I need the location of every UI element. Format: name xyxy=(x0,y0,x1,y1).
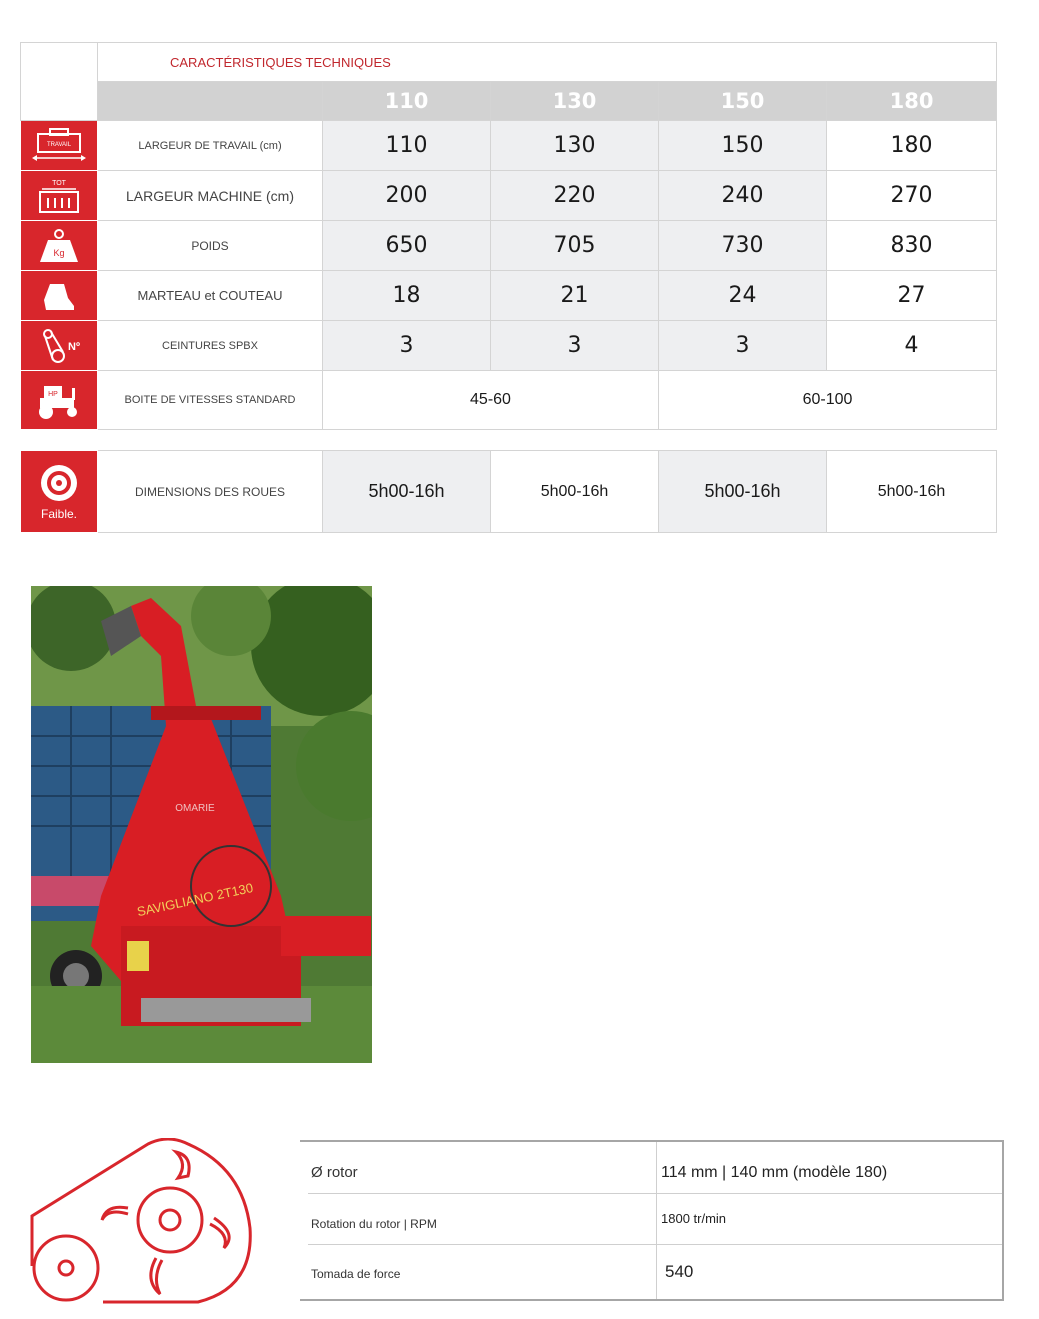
value-cell: 24 xyxy=(659,271,827,321)
value-cell: 21 xyxy=(491,271,659,321)
label-hammer-knife: MARTEAU et COUTEAU xyxy=(98,271,323,321)
hammer-knife-icon xyxy=(21,271,98,321)
svg-text:Nº: Nº xyxy=(68,340,80,353)
rotor-diameter-value: 114 mm | 140 mm (modèle 180) xyxy=(656,1142,887,1193)
row-hammer-knife xyxy=(21,271,997,321)
value-cell: 200 xyxy=(323,171,491,221)
label-belts: CEINTURES SPBX xyxy=(98,321,323,371)
svg-text:TOT: TOT xyxy=(52,179,66,187)
weight-icon xyxy=(21,221,98,271)
value-cell: 60-100 xyxy=(659,371,997,430)
wheel-icon xyxy=(21,451,98,533)
specifications-table xyxy=(20,42,997,533)
value-cell: 650 xyxy=(323,221,491,271)
row-gearbox xyxy=(21,371,997,430)
table-title: CARACTÉRISTIQUES TECHNIQUES xyxy=(98,43,997,82)
travail-width-icon xyxy=(21,121,98,171)
row-belts xyxy=(21,321,997,371)
value-cell: 45-60 xyxy=(323,371,659,430)
value-cell: 240 xyxy=(659,171,827,221)
value-cell: 5h00-16h xyxy=(827,451,997,533)
machine-brand-text: OMARIE xyxy=(175,803,215,814)
row-working-width xyxy=(21,121,997,171)
value-cell: 3 xyxy=(659,321,827,371)
value-cell: 220 xyxy=(491,171,659,221)
value-cell: 27 xyxy=(827,271,997,321)
value-cell: 830 xyxy=(827,221,997,271)
value-cell: 3 xyxy=(491,321,659,371)
value-cell: 5h00-16h xyxy=(491,451,659,533)
rotor-rpm-value: 1800 tr/min xyxy=(656,1193,726,1244)
header-blank xyxy=(98,82,323,121)
rotor-row-pto xyxy=(308,1244,1002,1299)
row-weight xyxy=(21,221,997,271)
label-working-width: LARGEUR DE TRAVAIL (cm) xyxy=(98,121,323,171)
corner-blank xyxy=(21,43,98,121)
wheel-icon-label: Faible. xyxy=(40,507,78,521)
rotor-pto-label: Tomada de force xyxy=(311,1267,401,1281)
row-machine-width xyxy=(21,171,997,221)
value-cell: 18 xyxy=(323,271,491,321)
tractor-hp-icon xyxy=(21,371,98,430)
value-cell: 180 xyxy=(827,121,997,171)
value-cell: 5h00-16h xyxy=(659,451,827,533)
row-wheels xyxy=(21,451,997,533)
value-cell: 4 xyxy=(827,321,997,371)
rotor-pto-value: 540 xyxy=(656,1244,693,1299)
model-header-150: 150 xyxy=(659,82,827,121)
svg-text:Kg: Kg xyxy=(53,247,65,258)
label-machine-width: LARGEUR MACHINE (cm) xyxy=(98,171,323,221)
rotor-diameter-label: Ø rotor xyxy=(311,1164,358,1181)
value-cell: 730 xyxy=(659,221,827,271)
value-cell: 5h00-16h xyxy=(323,451,491,533)
value-cell: 3 xyxy=(323,321,491,371)
rotor-row-diameter xyxy=(308,1142,1002,1194)
svg-text:HP: HP xyxy=(48,391,58,398)
total-width-icon xyxy=(21,171,98,221)
value-cell: 110 xyxy=(323,121,491,171)
label-wheels: DIMENSIONS DES ROUES xyxy=(98,451,323,533)
rotor-diagram xyxy=(28,1138,258,1310)
rotor-rpm-label: Rotation du rotor | RPM xyxy=(311,1217,437,1231)
value-cell: 705 xyxy=(491,221,659,271)
label-gearbox: BOITE DE VITESSES STANDARD xyxy=(98,371,323,430)
machine-model-text: SAVIGLIANO 2T130 xyxy=(135,879,255,920)
rotor-row-rpm xyxy=(308,1193,1002,1245)
model-header-130: 130 xyxy=(491,82,659,121)
model-header-180: 180 xyxy=(827,82,997,121)
svg-text:TRAVAIL: TRAVAIL xyxy=(46,141,72,148)
value-cell: 270 xyxy=(827,171,997,221)
label-weight: POIDS xyxy=(98,221,323,271)
value-cell: 130 xyxy=(491,121,659,171)
model-header-110: 110 xyxy=(323,82,491,121)
rotor-specifications-table xyxy=(300,1140,1004,1301)
belt-icon xyxy=(21,321,98,371)
value-cell: 150 xyxy=(659,121,827,171)
product-photo xyxy=(31,586,372,1063)
